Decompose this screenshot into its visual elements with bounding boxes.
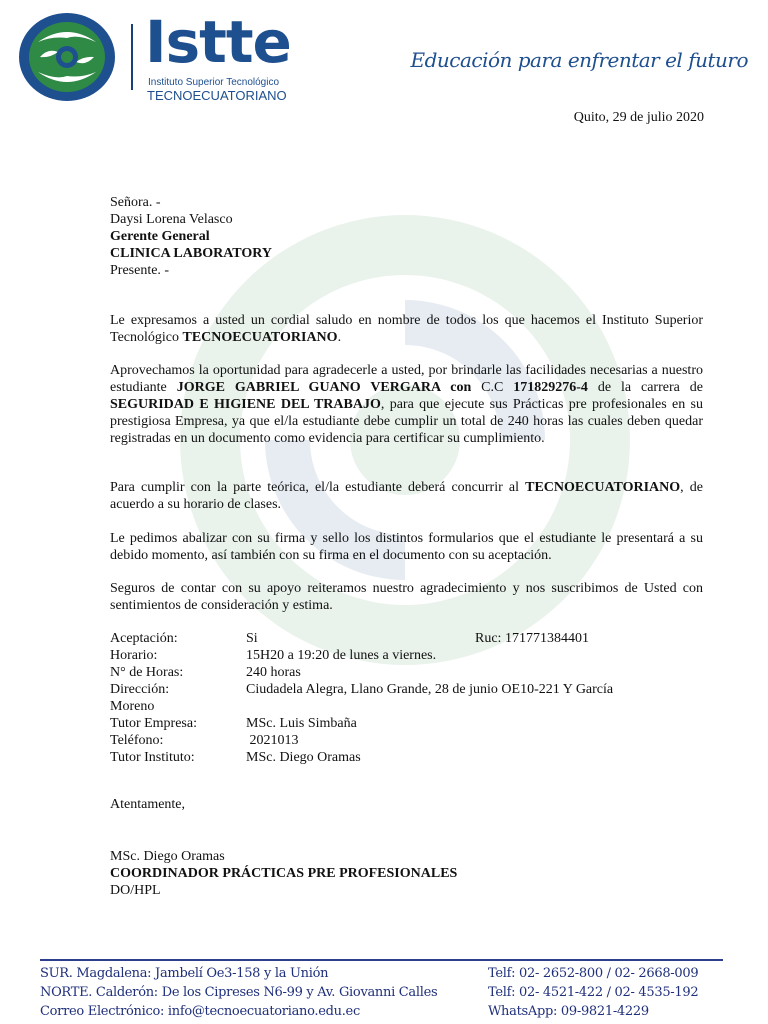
footer-email: Correo Electrónico: info@tecnoecuatoriano.edu.ec xyxy=(40,1004,360,1019)
direccion-value: Ciudadela Alegra, Llano Grande, 28 de junio OE10-221 Y García xyxy=(246,682,614,697)
footer-addresses xyxy=(40,964,437,1021)
details-row-horas: N° de Horas: 240 horas xyxy=(110,665,301,680)
footer-address-north: NORTE. Calderón: De los Cipreses N6-99 y Av. Giovanni Calles xyxy=(40,985,438,1000)
footer-whatsapp: WhatsApp: 09-9821-4229 xyxy=(488,1004,649,1019)
paragraph-theory: Para cumplir con la parte teórica, el/la estudiante deberá concurrir al TECNOECUATORIANO, de acuerdo a su horario de clases. xyxy=(110,480,703,512)
footer-divider xyxy=(40,959,723,961)
details-row-aceptacion xyxy=(110,630,703,647)
letter-date: Quito, 29 de julio 2020 xyxy=(573,110,704,125)
slogan: Educación para enfrentar el futuro xyxy=(410,48,748,72)
recipient-block xyxy=(110,194,703,279)
career-name: SEGURIDAD E HIGIENE DEL TRABAJO xyxy=(110,397,381,412)
details-row-telefono: Teléfono: 2021013 xyxy=(110,733,299,748)
brand-subtitle: Instituto Superior Tecnológico xyxy=(148,77,280,88)
salutation: Señora. - xyxy=(110,195,161,210)
footer-address-south: SUR. Magdalena: Jambelí Oe3-158 y la Unión xyxy=(40,966,329,981)
direccion-cont: Moreno xyxy=(110,699,155,714)
horas-value: 240 horas xyxy=(246,665,301,680)
footer-phone-2: Telf: 02- 4521-422 / 02- 4535-192 xyxy=(488,985,699,1000)
closing: Atentamente, xyxy=(110,797,186,812)
ruc-value: Ruc: 171771384401 xyxy=(475,631,589,646)
signer-role: COORDINADOR PRÁCTICAS PRE PROFESIONALES xyxy=(110,866,458,881)
logo-divider xyxy=(131,24,133,90)
footer-phone-1: Telf: 02- 2652-800 / 02- 2668-009 xyxy=(488,966,699,981)
details-block xyxy=(110,630,703,766)
presente: Presente. - xyxy=(110,263,170,278)
recipient-name: Daysi Lorena Velasco xyxy=(110,212,233,227)
details-row-tutor-instituto: Tutor Instituto: MSc. Diego Oramas xyxy=(110,750,361,765)
paragraph-thanks: Seguros de contar con su apoyo reiteramos nuestro agradecimiento y nos suscribimos de Usted con sentimientos de consideración y estima. xyxy=(110,581,703,613)
aceptacion-label: Aceptación: xyxy=(110,631,178,646)
signer-name: MSc. Diego Oramas xyxy=(110,849,225,864)
tutor-empresa-value: MSc. Luis Simbaña xyxy=(246,716,357,731)
student-id: 171829276-4 xyxy=(513,380,588,395)
details-row-tutor-empresa: Tutor Empresa: MSc. Luis Simbaña xyxy=(110,716,357,731)
tutor-instituto-value: MSc. Diego Oramas xyxy=(246,750,361,765)
student-name: JORGE GABRIEL GUANO VERGARA con xyxy=(176,380,472,395)
details-row-direccion: Dirección: Ciudadela Alegra, Llano Grande, 28 de junio OE10-221 Y García Moreno xyxy=(110,681,703,715)
brand-institution: TECNOECUATORIANO xyxy=(147,88,287,103)
paragraph-greeting: Le expresamos a usted un cordial saludo en nombre de todos los que hacemos el Instituto Superior Tecnológico TECNOECUATORIANO. xyxy=(110,313,703,345)
horario-value: 15H20 a 19:20 de lunes a viernes. xyxy=(246,648,437,663)
signer-initials: DO/HPL xyxy=(110,883,161,898)
aceptacion-value: Si xyxy=(246,631,258,646)
paragraph-student: Aprovechamos la oportunidad para agradecerle a usted, por brindarle las facilidades necesarias a nuestro estudiante JORGE GABRIEL GUANO VERGARA con C.C 171829276-4 de la carrera de SEGURIDAD E HIGIENE DEL TRABAJO, para que ejecute sus Prácticas pre profesionales en su prestigiosa Empresa, ya que el/la estudiante debe cumplir un total de 240 horas las cuales deben quedar registradas en un documento como evidencia para certificar su cumplimiento. xyxy=(110,363,703,446)
signature-block xyxy=(110,848,457,899)
recipient-company: CLINICA LABORATORY xyxy=(110,246,272,261)
logo-icon xyxy=(18,12,116,102)
telefono-value: 2021013 xyxy=(246,733,299,748)
paragraph-forms: Le pedimos abalizar con su firma y sello los distintos formularios que el estudiante le presentará a su debido momento, así también con su firma en el documento con su aceptación. xyxy=(110,531,703,563)
brand-name: Istte xyxy=(145,8,291,76)
recipient-title: Gerente General xyxy=(110,229,210,244)
footer-phones xyxy=(488,964,698,1021)
details-row-horario: Horario: 15H20 a 19:20 de lunes a viernes. xyxy=(110,648,437,663)
